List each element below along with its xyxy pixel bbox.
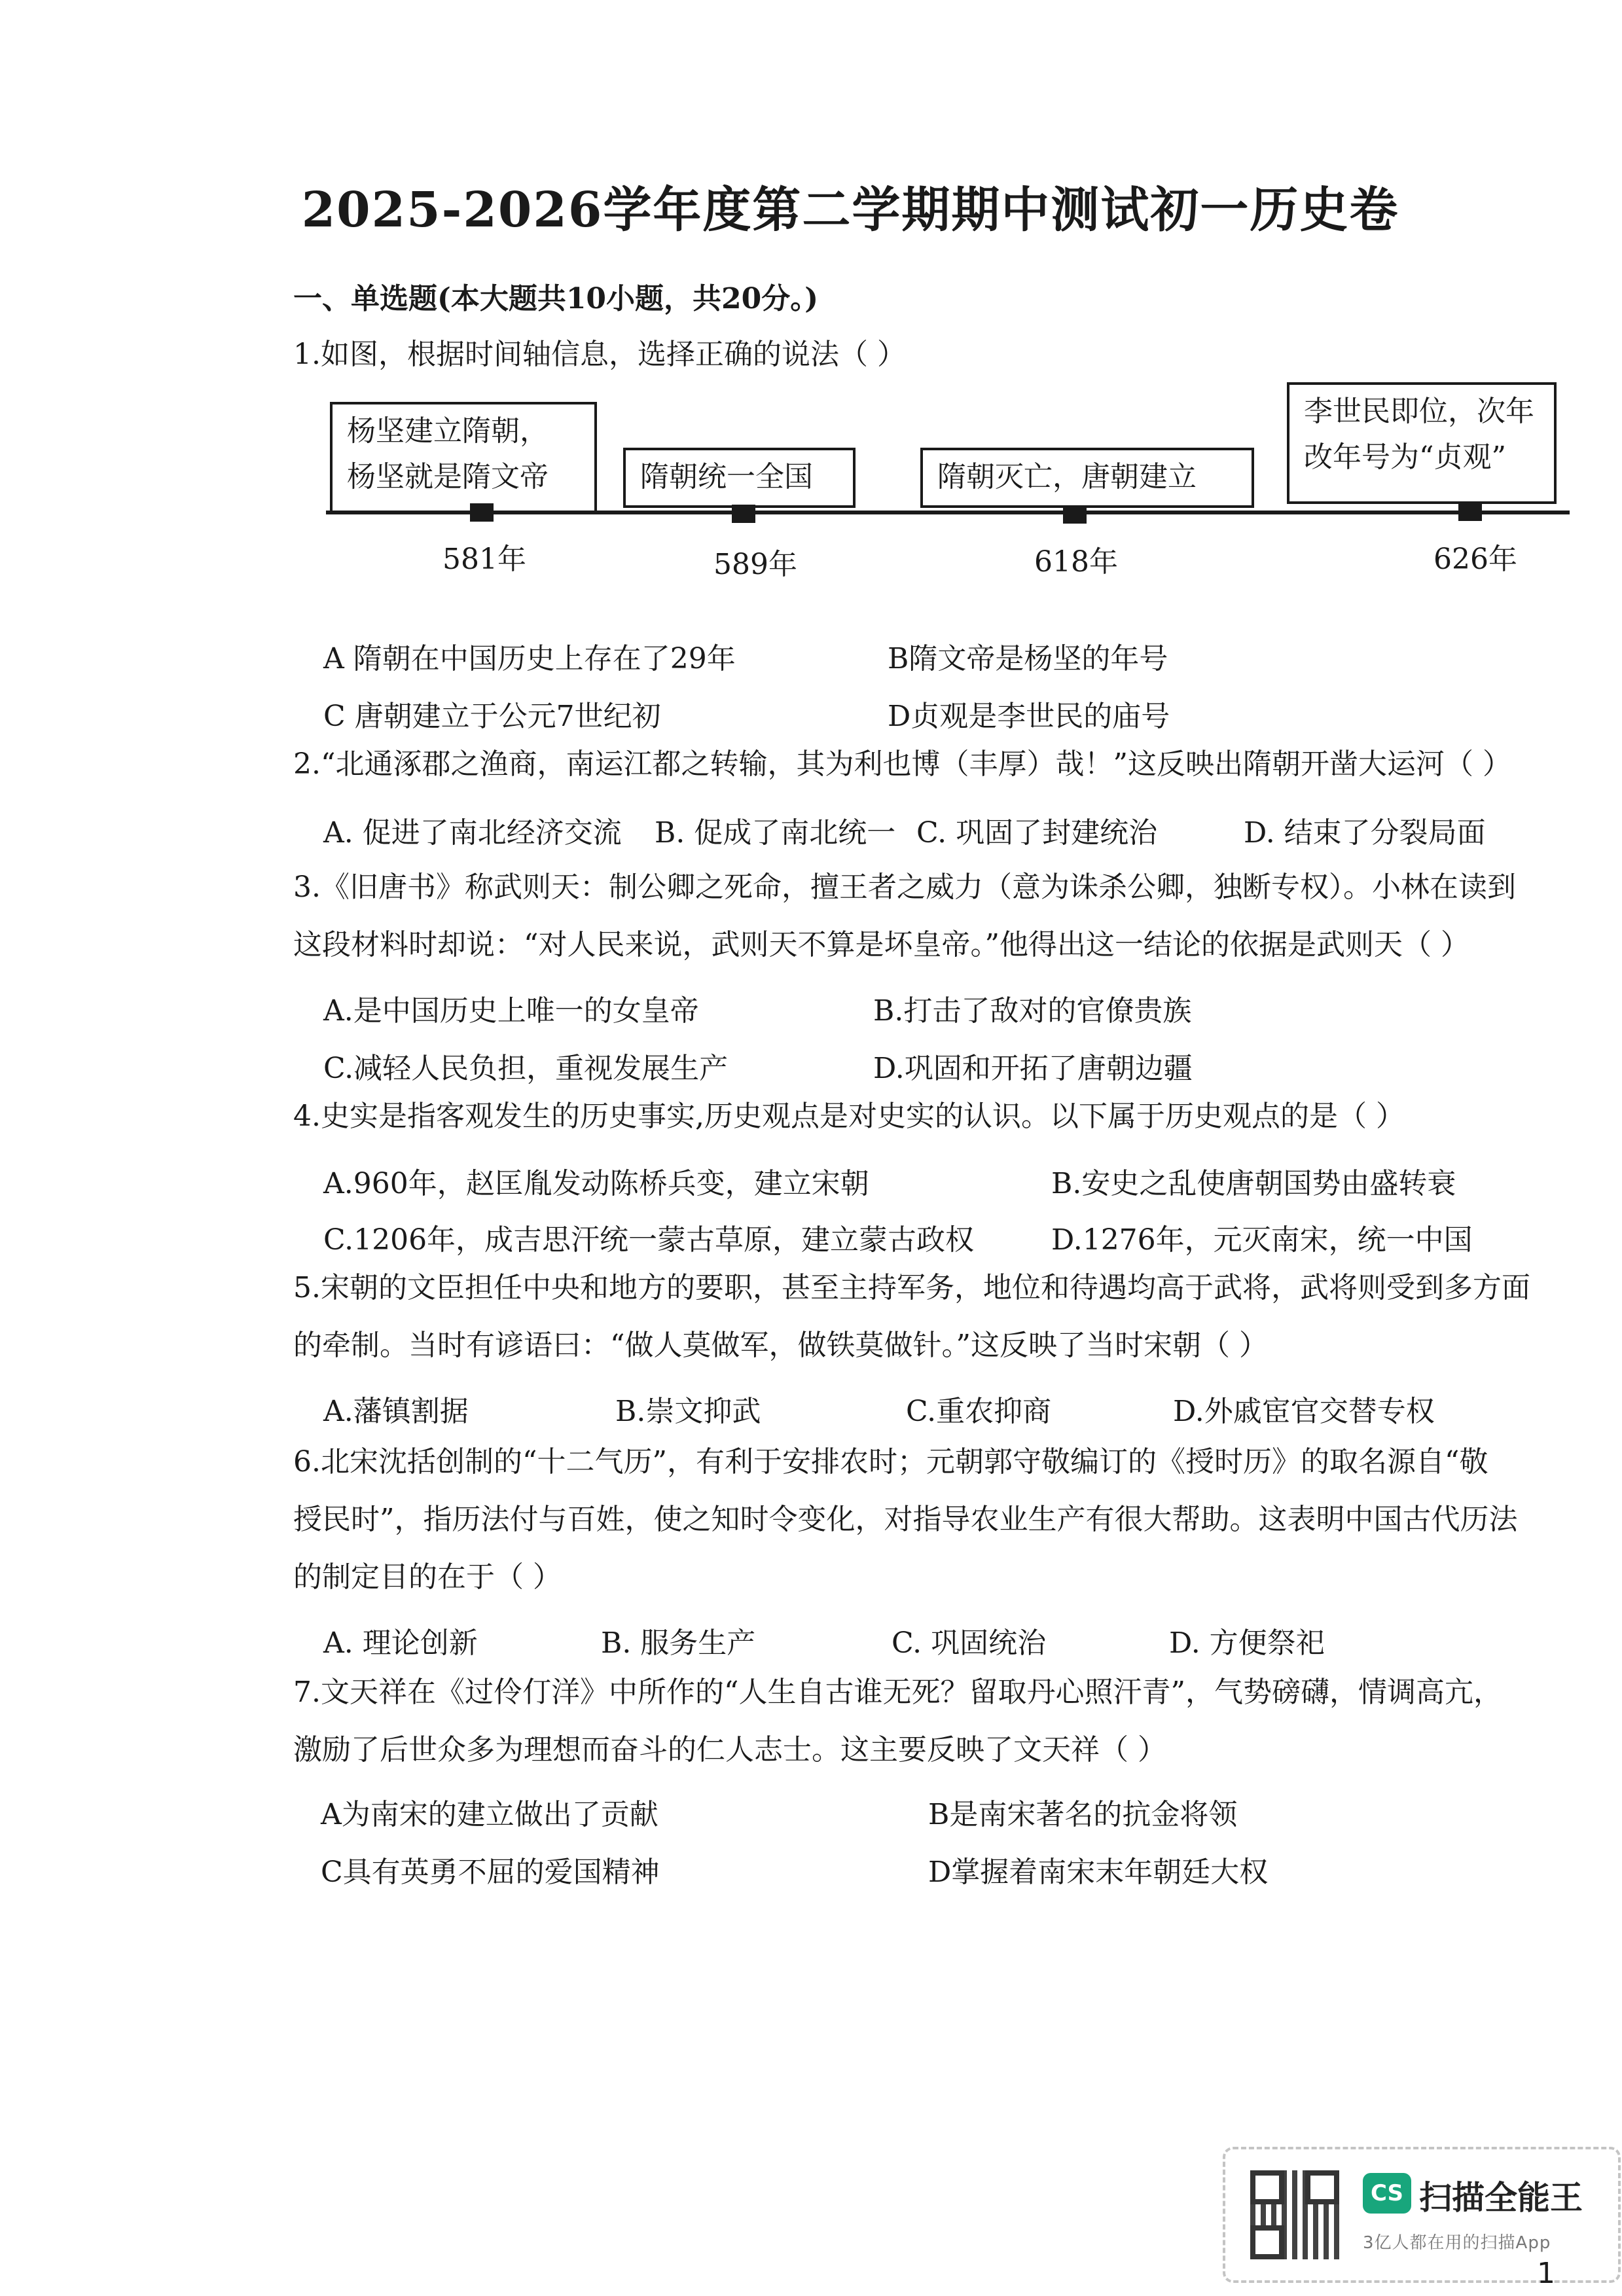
timeline-event-3-line1: 隋朝灭亡，唐朝建立	[937, 460, 1197, 493]
q6-option-c: C. 巩固统治	[892, 1626, 1047, 1660]
section-heading: 一、单选题(本大题共10小题，共20分。)	[293, 282, 819, 315]
scanner-watermark	[1223, 2147, 1621, 2283]
q6-option-d: D. 方便祭祀	[1169, 1626, 1325, 1660]
q3-option-c: C.减轻人民负担，重视发展生产	[323, 1052, 729, 1085]
q4-option-c: C.1206年，成吉思汗统一蒙古草原，建立蒙古政权	[323, 1223, 975, 1257]
question-5-line-2: 的牵制。当时有谚语曰：“做人莫做军，做铁莫做针。”这反映了当时宋朝（ ）	[293, 1329, 1268, 1362]
q4-option-a: A.960年，赵匡胤发动陈桥兵变，建立宋朝	[323, 1167, 869, 1200]
q3-option-a: A.是中国历史上唯一的女皇帝	[323, 994, 699, 1028]
q7-option-a: A为南宋的建立做出了贡献	[321, 1798, 658, 1831]
q2-option-b: B. 促成了南北统一	[655, 816, 896, 850]
q2-option-d: D. 结束了分裂局面	[1244, 816, 1486, 850]
question-7-line-1: 7.文天祥在《过伶仃洋》中所作的“人生自古谁无死？留取丹心照汗青”，气势磅礴，情调高亢，	[293, 1676, 1502, 1709]
timeline-marker-4	[1458, 503, 1482, 521]
q5-option-c: C.重农抑商	[906, 1395, 1052, 1428]
timeline-year-3: 618年	[1034, 545, 1118, 579]
timeline-year-1: 581年	[442, 543, 526, 576]
question-6-line-1: 6.北宋沈括创制的“十二气历”，有利于安排农时；元朝郭守敬编订的《授时历》的取名源自“敬	[293, 1445, 1488, 1479]
question-1-stem: 1.如图，根据时间轴信息，选择正确的说法（ ）	[293, 338, 906, 371]
timeline-marker-3	[1063, 505, 1087, 524]
q2-option-c: C. 巩固了封建统治	[916, 816, 1158, 850]
q5-option-b: B.崇文抑武	[615, 1395, 761, 1428]
timeline-event-4	[1287, 382, 1557, 504]
question-2-stem: 2.“北通涿郡之渔商，南运江都之转输，其为利也博（丰厚）哉！”这反映出隋朝开凿大运河（ ）	[293, 747, 1511, 781]
timeline-year-2: 589年	[713, 548, 797, 581]
q3-option-b: B.打击了敌对的官僚贵族	[873, 994, 1192, 1028]
timeline-event-1	[330, 402, 597, 513]
timeline-event-1-line1: 杨坚建立隋朝，	[347, 414, 549, 448]
q1-option-c: C 唐朝建立于公元7世纪初	[323, 700, 661, 733]
q1-option-d: D贞观是李世民的庙号	[888, 700, 1170, 733]
question-3-line-2: 这段材料时却说：“对人民来说，武则天不算是坏皇帝。”他得出这一结论的依据是武则天（ ）	[293, 928, 1469, 961]
timeline-event-4-line1: 李世民即位，次年	[1304, 395, 1534, 428]
question-4-stem: 4.史实是指客观发生的历史事实,历史观点是对史实的认识。以下属于历史观点的是（ ）	[293, 1100, 1405, 1133]
timeline-year-4: 626年	[1433, 543, 1517, 576]
timeline-event-2-line1: 隋朝统一全国	[640, 460, 813, 493]
q5-option-d: D.外戚宦官交替专权	[1173, 1395, 1435, 1428]
q6-option-b: B. 服务生产	[601, 1626, 756, 1660]
exam-title: 2025-2026学年度第二学期期中测试初一历史卷	[301, 182, 1399, 238]
timeline-marker-2	[732, 505, 755, 523]
scanner-brand: 扫描全能王	[1419, 2179, 1583, 2217]
scanner-slogan: 3亿人都在用的扫描App	[1363, 2233, 1551, 2253]
q7-option-d: D掌握着南宋末年朝廷大权	[928, 1856, 1269, 1889]
q7-option-c: C具有英勇不屈的爱国精神	[321, 1856, 660, 1889]
qr-code-icon	[1250, 2170, 1339, 2259]
timeline-event-4-line2: 改年号为“贞观”	[1304, 440, 1506, 474]
question-7-line-2: 激励了后世众多为理想而奋斗的仁人志士。这主要反映了文天祥（ ）	[293, 1733, 1166, 1767]
q3-option-d: D.巩固和开拓了唐朝边疆	[873, 1052, 1193, 1085]
q5-option-a: A.藩镇割据	[323, 1395, 469, 1428]
page-number: 1	[1537, 2257, 1555, 2290]
q1-option-a: A 隋朝在中国历史上存在了29年	[323, 642, 736, 675]
question-3-line-1: 3.《旧唐书》称武则天：制公卿之死命，擅王者之威力（意为诛杀公卿，独断专权）。小林在读到	[293, 870, 1516, 904]
timeline-event-1-line2: 杨坚就是隋文帝	[347, 460, 549, 493]
question-5-line-1: 5.宋朝的文臣担任中央和地方的要职，甚至主持军务，地位和待遇均高于武将，武将则受到多方面	[293, 1271, 1530, 1304]
timeline-event-2	[623, 448, 856, 508]
timeline-marker-1	[470, 503, 494, 522]
q7-option-b: B是南宋著名的抗金将领	[928, 1798, 1238, 1831]
question-6-line-2: 授民时”，指历法付与百姓，使之知时令变化，对指导农业生产有很大帮助。这表明中国古代历法	[293, 1503, 1518, 1536]
question-6-line-3: 的制定目的在于（ ）	[293, 1560, 562, 1594]
q4-option-d: D.1276年，元灭南宋，统一中国	[1051, 1223, 1473, 1257]
q6-option-a: A. 理论创新	[323, 1626, 478, 1660]
q1-option-b: B隋文帝是杨坚的年号	[888, 642, 1168, 675]
q4-option-b: B.安史之乱使唐朝国势由盛转衰	[1051, 1167, 1456, 1200]
q2-option-a: A. 促进了南北经济交流	[323, 816, 622, 850]
scanner-logo-icon: CS	[1363, 2173, 1411, 2214]
timeline-event-3	[920, 448, 1254, 508]
